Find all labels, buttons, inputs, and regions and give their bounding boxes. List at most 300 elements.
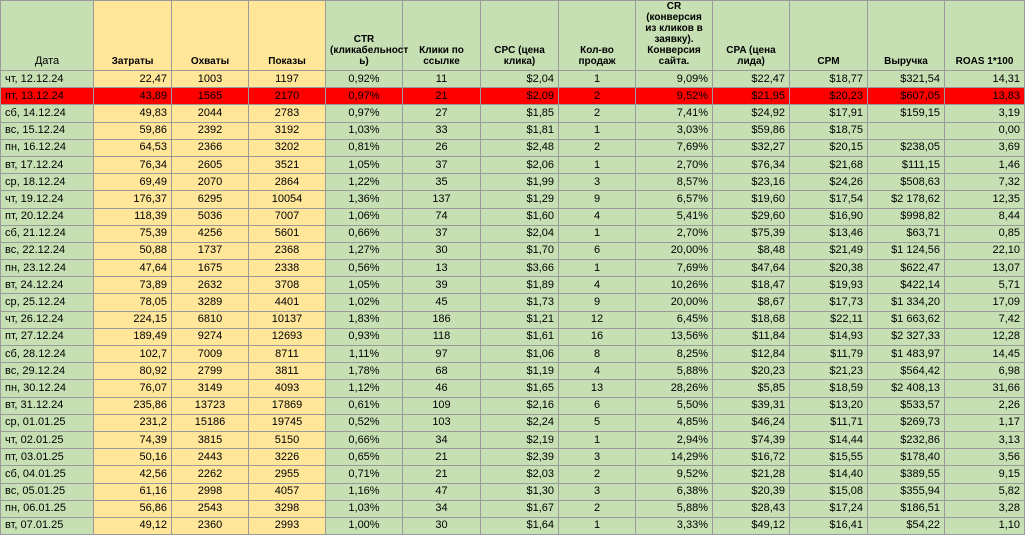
- cell-roas[interactable]: 14,31: [945, 71, 1025, 88]
- cell-cpa[interactable]: $28,43: [713, 500, 790, 517]
- cell-costs[interactable]: 189,49: [94, 328, 172, 345]
- cell-cpc[interactable]: $2,04: [481, 225, 559, 242]
- header-costs[interactable]: Затраты: [94, 1, 172, 71]
- cell-revenue[interactable]: $1 334,20: [868, 294, 945, 311]
- cell-clicks[interactable]: 30: [403, 242, 481, 259]
- header-reach[interactable]: Охваты: [172, 1, 249, 71]
- header-cpc[interactable]: CPC (цена клика): [481, 1, 559, 71]
- cell-cpm[interactable]: $18,75: [790, 122, 868, 139]
- cell-cpc[interactable]: $1,73: [481, 294, 559, 311]
- cell-roas[interactable]: 0,85: [945, 225, 1025, 242]
- cell-cr[interactable]: 3,03%: [636, 122, 713, 139]
- cell-impressions[interactable]: 2338: [249, 260, 326, 277]
- cell-revenue[interactable]: $2 408,13: [868, 380, 945, 397]
- cell-clicks[interactable]: 47: [403, 483, 481, 500]
- cell-ctr[interactable]: 0,81%: [326, 139, 403, 156]
- cell-reach[interactable]: 13723: [172, 397, 249, 414]
- cell-revenue[interactable]: $321,54: [868, 71, 945, 88]
- cell-clicks[interactable]: 34: [403, 500, 481, 517]
- cell-impressions[interactable]: 3192: [249, 122, 326, 139]
- cell-roas[interactable]: 12,28: [945, 328, 1025, 345]
- cell-date[interactable]: пт, 27.12.24: [1, 328, 94, 345]
- cell-impressions[interactable]: 17869: [249, 397, 326, 414]
- cell-reach[interactable]: 4256: [172, 225, 249, 242]
- cell-costs[interactable]: 76,07: [94, 380, 172, 397]
- cell-roas[interactable]: 13,07: [945, 260, 1025, 277]
- cell-revenue[interactable]: $607,05: [868, 88, 945, 105]
- cell-cpm[interactable]: $17,73: [790, 294, 868, 311]
- cell-clicks[interactable]: 26: [403, 139, 481, 156]
- cell-reach[interactable]: 2070: [172, 174, 249, 191]
- cell-sales[interactable]: 13: [559, 380, 636, 397]
- cell-cpc[interactable]: $2,39: [481, 449, 559, 466]
- cell-impressions[interactable]: 3226: [249, 449, 326, 466]
- cell-clicks[interactable]: 37: [403, 156, 481, 173]
- cell-clicks[interactable]: 34: [403, 431, 481, 448]
- cell-date[interactable]: вт, 17.12.24: [1, 156, 94, 173]
- cell-revenue[interactable]: $232,86: [868, 431, 945, 448]
- cell-costs[interactable]: 49,12: [94, 517, 172, 534]
- cell-sales[interactable]: 1: [559, 225, 636, 242]
- cell-cpm[interactable]: $13,46: [790, 225, 868, 242]
- cell-date[interactable]: ср, 18.12.24: [1, 174, 94, 191]
- cell-costs[interactable]: 42,56: [94, 466, 172, 483]
- cell-cpc[interactable]: $2,16: [481, 397, 559, 414]
- cell-impressions[interactable]: 10137: [249, 311, 326, 328]
- cell-impressions[interactable]: 3811: [249, 363, 326, 380]
- cell-impressions[interactable]: 3298: [249, 500, 326, 517]
- cell-roas[interactable]: 14,45: [945, 346, 1025, 363]
- cell-cpc[interactable]: $1,85: [481, 105, 559, 122]
- cell-cr[interactable]: 7,69%: [636, 139, 713, 156]
- cell-sales[interactable]: 6: [559, 397, 636, 414]
- cell-cpc[interactable]: $1,64: [481, 517, 559, 534]
- cell-cpm[interactable]: $14,44: [790, 431, 868, 448]
- header-impressions[interactable]: Показы: [249, 1, 326, 71]
- cell-cpc[interactable]: $2,03: [481, 466, 559, 483]
- cell-impressions[interactable]: 4093: [249, 380, 326, 397]
- cell-cpm[interactable]: $18,77: [790, 71, 868, 88]
- cell-impressions[interactable]: 3708: [249, 277, 326, 294]
- cell-costs[interactable]: 231,2: [94, 414, 172, 431]
- cell-cpm[interactable]: $22,11: [790, 311, 868, 328]
- cell-cpc[interactable]: $2,24: [481, 414, 559, 431]
- cell-clicks[interactable]: 109: [403, 397, 481, 414]
- cell-cpa[interactable]: $21,95: [713, 88, 790, 105]
- cell-costs[interactable]: 61,16: [94, 483, 172, 500]
- cell-cpc[interactable]: $1,21: [481, 311, 559, 328]
- cell-revenue[interactable]: $2 178,62: [868, 191, 945, 208]
- cell-cr[interactable]: 20,00%: [636, 242, 713, 259]
- header-cr[interactable]: CR (конверсия из кликов в заявку). Конверсия сайта.: [636, 1, 713, 71]
- cell-roas[interactable]: 31,66: [945, 380, 1025, 397]
- cell-cpm[interactable]: $16,90: [790, 208, 868, 225]
- cell-ctr[interactable]: 0,56%: [326, 260, 403, 277]
- cell-cr[interactable]: 6,45%: [636, 311, 713, 328]
- cell-cr[interactable]: 7,69%: [636, 260, 713, 277]
- cell-cr[interactable]: 2,70%: [636, 156, 713, 173]
- cell-sales[interactable]: 1: [559, 517, 636, 534]
- cell-roas[interactable]: 2,26: [945, 397, 1025, 414]
- cell-cpa[interactable]: $24,92: [713, 105, 790, 122]
- cell-revenue[interactable]: $533,57: [868, 397, 945, 414]
- cell-clicks[interactable]: 33: [403, 122, 481, 139]
- cell-impressions[interactable]: 2993: [249, 517, 326, 534]
- cell-cpm[interactable]: $11,71: [790, 414, 868, 431]
- cell-impressions[interactable]: 19745: [249, 414, 326, 431]
- header-clicks[interactable]: Клики по ссылке: [403, 1, 481, 71]
- cell-costs[interactable]: 50,88: [94, 242, 172, 259]
- cell-roas[interactable]: 8,44: [945, 208, 1025, 225]
- cell-ctr[interactable]: 1,03%: [326, 500, 403, 517]
- cell-cpa[interactable]: $39,31: [713, 397, 790, 414]
- cell-ctr[interactable]: 1,00%: [326, 517, 403, 534]
- cell-reach[interactable]: 9274: [172, 328, 249, 345]
- cell-date[interactable]: пт, 13.12.24: [1, 88, 94, 105]
- cell-sales[interactable]: 5: [559, 414, 636, 431]
- cell-clicks[interactable]: 137: [403, 191, 481, 208]
- cell-cpm[interactable]: $14,93: [790, 328, 868, 345]
- cell-cr[interactable]: 5,41%: [636, 208, 713, 225]
- header-roas[interactable]: ROAS 1*100: [945, 1, 1025, 71]
- cell-date[interactable]: сб, 14.12.24: [1, 105, 94, 122]
- cell-clicks[interactable]: 21: [403, 466, 481, 483]
- cell-roas[interactable]: 9,15: [945, 466, 1025, 483]
- cell-revenue[interactable]: $622,47: [868, 260, 945, 277]
- cell-reach[interactable]: 6295: [172, 191, 249, 208]
- header-date[interactable]: Дата: [1, 1, 94, 71]
- cell-reach[interactable]: 2262: [172, 466, 249, 483]
- cell-clicks[interactable]: 37: [403, 225, 481, 242]
- cell-impressions[interactable]: 3202: [249, 139, 326, 156]
- cell-cpm[interactable]: $14,40: [790, 466, 868, 483]
- cell-cr[interactable]: 5,88%: [636, 363, 713, 380]
- cell-clicks[interactable]: 35: [403, 174, 481, 191]
- cell-date[interactable]: чт, 26.12.24: [1, 311, 94, 328]
- cell-cr[interactable]: 9,52%: [636, 466, 713, 483]
- cell-cpa[interactable]: $75,39: [713, 225, 790, 242]
- cell-cr[interactable]: 13,56%: [636, 328, 713, 345]
- cell-cpc[interactable]: $1,67: [481, 500, 559, 517]
- cell-cpm[interactable]: $13,20: [790, 397, 868, 414]
- cell-ctr[interactable]: 0,66%: [326, 431, 403, 448]
- header-cpa[interactable]: CPA (цена лида): [713, 1, 790, 71]
- cell-sales[interactable]: 1: [559, 156, 636, 173]
- cell-cpa[interactable]: $11,84: [713, 328, 790, 345]
- cell-cr[interactable]: 6,38%: [636, 483, 713, 500]
- cell-date[interactable]: чт, 19.12.24: [1, 191, 94, 208]
- cell-sales[interactable]: 4: [559, 363, 636, 380]
- cell-sales[interactable]: 4: [559, 208, 636, 225]
- cell-cr[interactable]: 5,88%: [636, 500, 713, 517]
- cell-costs[interactable]: 224,15: [94, 311, 172, 328]
- cell-date[interactable]: ср, 25.12.24: [1, 294, 94, 311]
- cell-ctr[interactable]: 0,92%: [326, 71, 403, 88]
- cell-costs[interactable]: 235,86: [94, 397, 172, 414]
- cell-cpm[interactable]: $18,59: [790, 380, 868, 397]
- cell-costs[interactable]: 43,89: [94, 88, 172, 105]
- cell-cr[interactable]: 9,52%: [636, 88, 713, 105]
- cell-sales[interactable]: 3: [559, 449, 636, 466]
- cell-cpm[interactable]: $17,91: [790, 105, 868, 122]
- cell-revenue[interactable]: $269,73: [868, 414, 945, 431]
- cell-cpm[interactable]: $20,23: [790, 88, 868, 105]
- cell-impressions[interactable]: 2864: [249, 174, 326, 191]
- cell-sales[interactable]: 9: [559, 294, 636, 311]
- cell-reach[interactable]: 2392: [172, 122, 249, 139]
- cell-sales[interactable]: 6: [559, 242, 636, 259]
- cell-ctr[interactable]: 1,11%: [326, 346, 403, 363]
- cell-impressions[interactable]: 5601: [249, 225, 326, 242]
- cell-revenue[interactable]: $422,14: [868, 277, 945, 294]
- cell-cr[interactable]: 7,41%: [636, 105, 713, 122]
- cell-impressions[interactable]: 4401: [249, 294, 326, 311]
- cell-ctr[interactable]: 1,36%: [326, 191, 403, 208]
- cell-roas[interactable]: 3,69: [945, 139, 1025, 156]
- cell-date[interactable]: вт, 24.12.24: [1, 277, 94, 294]
- cell-cpc[interactable]: $2,06: [481, 156, 559, 173]
- cell-clicks[interactable]: 21: [403, 88, 481, 105]
- cell-cpc[interactable]: $1,06: [481, 346, 559, 363]
- cell-date[interactable]: вт, 07.01.25: [1, 517, 94, 534]
- cell-sales[interactable]: 2: [559, 500, 636, 517]
- cell-reach[interactable]: 2366: [172, 139, 249, 156]
- cell-impressions[interactable]: 5150: [249, 431, 326, 448]
- header-cpm[interactable]: CPM: [790, 1, 868, 71]
- cell-date[interactable]: сб, 21.12.24: [1, 225, 94, 242]
- cell-roas[interactable]: 0,00: [945, 122, 1025, 139]
- cell-ctr[interactable]: 1,83%: [326, 311, 403, 328]
- cell-ctr[interactable]: 1,05%: [326, 277, 403, 294]
- cell-cpm[interactable]: $15,55: [790, 449, 868, 466]
- cell-date[interactable]: пн, 16.12.24: [1, 139, 94, 156]
- cell-date[interactable]: вт, 31.12.24: [1, 397, 94, 414]
- cell-sales[interactable]: 1: [559, 431, 636, 448]
- cell-roas[interactable]: 22,10: [945, 242, 1025, 259]
- cell-reach[interactable]: 1565: [172, 88, 249, 105]
- cell-cpa[interactable]: $12,84: [713, 346, 790, 363]
- cell-revenue[interactable]: $2 327,33: [868, 328, 945, 345]
- cell-clicks[interactable]: 186: [403, 311, 481, 328]
- cell-cpa[interactable]: $22,47: [713, 71, 790, 88]
- cell-roas[interactable]: 3,28: [945, 500, 1025, 517]
- cell-reach[interactable]: 3149: [172, 380, 249, 397]
- cell-cpm[interactable]: $15,08: [790, 483, 868, 500]
- cell-cpc[interactable]: $1,30: [481, 483, 559, 500]
- cell-cpc[interactable]: $2,19: [481, 431, 559, 448]
- cell-reach[interactable]: 2044: [172, 105, 249, 122]
- cell-cpc[interactable]: $1,81: [481, 122, 559, 139]
- cell-cpm[interactable]: $21,23: [790, 363, 868, 380]
- cell-reach[interactable]: 3289: [172, 294, 249, 311]
- cell-roas[interactable]: 3,13: [945, 431, 1025, 448]
- cell-reach[interactable]: 1675: [172, 260, 249, 277]
- cell-cr[interactable]: 20,00%: [636, 294, 713, 311]
- cell-cpa[interactable]: $46,24: [713, 414, 790, 431]
- cell-cr[interactable]: 9,09%: [636, 71, 713, 88]
- cell-reach[interactable]: 5036: [172, 208, 249, 225]
- cell-roas[interactable]: 12,35: [945, 191, 1025, 208]
- cell-date[interactable]: ср, 01.01.25: [1, 414, 94, 431]
- cell-ctr[interactable]: 1,22%: [326, 174, 403, 191]
- cell-reach[interactable]: 2443: [172, 449, 249, 466]
- cell-costs[interactable]: 22,47: [94, 71, 172, 88]
- cell-impressions[interactable]: 2368: [249, 242, 326, 259]
- cell-ctr[interactable]: 1,78%: [326, 363, 403, 380]
- cell-reach[interactable]: 2543: [172, 500, 249, 517]
- cell-cpa[interactable]: $49,12: [713, 517, 790, 534]
- cell-cpm[interactable]: $24,26: [790, 174, 868, 191]
- cell-roas[interactable]: 3,56: [945, 449, 1025, 466]
- cell-sales[interactable]: 9: [559, 191, 636, 208]
- cell-revenue[interactable]: [868, 122, 945, 139]
- cell-cr[interactable]: 10,26%: [636, 277, 713, 294]
- cell-cpa[interactable]: $23,16: [713, 174, 790, 191]
- cell-ctr[interactable]: 0,65%: [326, 449, 403, 466]
- cell-costs[interactable]: 73,89: [94, 277, 172, 294]
- cell-sales[interactable]: 1: [559, 71, 636, 88]
- cell-date[interactable]: вс, 05.01.25: [1, 483, 94, 500]
- header-revenue[interactable]: Выручка: [868, 1, 945, 71]
- cell-impressions[interactable]: 2783: [249, 105, 326, 122]
- cell-clicks[interactable]: 103: [403, 414, 481, 431]
- cell-cr[interactable]: 8,57%: [636, 174, 713, 191]
- cell-costs[interactable]: 76,34: [94, 156, 172, 173]
- cell-costs[interactable]: 102,7: [94, 346, 172, 363]
- cell-reach[interactable]: 2799: [172, 363, 249, 380]
- cell-costs[interactable]: 47,64: [94, 260, 172, 277]
- cell-revenue[interactable]: $238,05: [868, 139, 945, 156]
- cell-costs[interactable]: 176,37: [94, 191, 172, 208]
- cell-revenue[interactable]: $564,42: [868, 363, 945, 380]
- cell-cpm[interactable]: $17,24: [790, 500, 868, 517]
- cell-ctr[interactable]: 0,61%: [326, 397, 403, 414]
- cell-sales[interactable]: 2: [559, 105, 636, 122]
- cell-cpc[interactable]: $2,04: [481, 71, 559, 88]
- cell-costs[interactable]: 49,83: [94, 105, 172, 122]
- cell-clicks[interactable]: 13: [403, 260, 481, 277]
- cell-cpm[interactable]: $11,79: [790, 346, 868, 363]
- cell-date[interactable]: чт, 12.12.24: [1, 71, 94, 88]
- header-ctr[interactable]: CTR (кликабельност ь): [326, 1, 403, 71]
- cell-clicks[interactable]: 21: [403, 449, 481, 466]
- cell-cr[interactable]: 3,33%: [636, 517, 713, 534]
- cell-clicks[interactable]: 46: [403, 380, 481, 397]
- cell-cpc[interactable]: $1,29: [481, 191, 559, 208]
- cell-impressions[interactable]: 4057: [249, 483, 326, 500]
- cell-cr[interactable]: 14,29%: [636, 449, 713, 466]
- cell-reach[interactable]: 2998: [172, 483, 249, 500]
- cell-roas[interactable]: 17,09: [945, 294, 1025, 311]
- cell-impressions[interactable]: 12693: [249, 328, 326, 345]
- cell-cpa[interactable]: $18,68: [713, 311, 790, 328]
- cell-roas[interactable]: 6,98: [945, 363, 1025, 380]
- cell-clicks[interactable]: 68: [403, 363, 481, 380]
- cell-costs[interactable]: 50,16: [94, 449, 172, 466]
- cell-sales[interactable]: 2: [559, 139, 636, 156]
- cell-sales[interactable]: 16: [559, 328, 636, 345]
- cell-impressions[interactable]: 2955: [249, 466, 326, 483]
- cell-sales[interactable]: 4: [559, 277, 636, 294]
- cell-date[interactable]: сб, 04.01.25: [1, 466, 94, 483]
- cell-impressions[interactable]: 1197: [249, 71, 326, 88]
- cell-clicks[interactable]: 74: [403, 208, 481, 225]
- cell-cpa[interactable]: $5,85: [713, 380, 790, 397]
- cell-cpm[interactable]: $20,15: [790, 139, 868, 156]
- cell-reach[interactable]: 1003: [172, 71, 249, 88]
- cell-cpa[interactable]: $59,86: [713, 122, 790, 139]
- cell-cpm[interactable]: $21,68: [790, 156, 868, 173]
- cell-ctr[interactable]: 1,12%: [326, 380, 403, 397]
- cell-clicks[interactable]: 118: [403, 328, 481, 345]
- cell-cpa[interactable]: $32,27: [713, 139, 790, 156]
- cell-costs[interactable]: 118,39: [94, 208, 172, 225]
- cell-sales[interactable]: 1: [559, 260, 636, 277]
- cell-clicks[interactable]: 30: [403, 517, 481, 534]
- cell-clicks[interactable]: 45: [403, 294, 481, 311]
- cell-ctr[interactable]: 1,27%: [326, 242, 403, 259]
- cell-cr[interactable]: 2,94%: [636, 431, 713, 448]
- cell-clicks[interactable]: 97: [403, 346, 481, 363]
- cell-ctr[interactable]: 0,71%: [326, 466, 403, 483]
- cell-date[interactable]: пн, 30.12.24: [1, 380, 94, 397]
- cell-roas[interactable]: 7,42: [945, 311, 1025, 328]
- cell-cpm[interactable]: $19,93: [790, 277, 868, 294]
- cell-costs[interactable]: 78,05: [94, 294, 172, 311]
- cell-revenue[interactable]: $63,71: [868, 225, 945, 242]
- cell-costs[interactable]: 59,86: [94, 122, 172, 139]
- cell-ctr[interactable]: 0,66%: [326, 225, 403, 242]
- cell-cr[interactable]: 4,85%: [636, 414, 713, 431]
- cell-ctr[interactable]: 1,02%: [326, 294, 403, 311]
- cell-ctr[interactable]: 0,97%: [326, 105, 403, 122]
- cell-cpa[interactable]: $21,28: [713, 466, 790, 483]
- cell-sales[interactable]: 2: [559, 88, 636, 105]
- cell-cpa[interactable]: $47,64: [713, 260, 790, 277]
- cell-cpc[interactable]: $3,66: [481, 260, 559, 277]
- cell-date[interactable]: вс, 29.12.24: [1, 363, 94, 380]
- cell-costs[interactable]: 74,39: [94, 431, 172, 448]
- cell-revenue[interactable]: $159,15: [868, 105, 945, 122]
- cell-costs[interactable]: 64,53: [94, 139, 172, 156]
- cell-ctr[interactable]: 1,03%: [326, 122, 403, 139]
- cell-roas[interactable]: 3,19: [945, 105, 1025, 122]
- cell-cpm[interactable]: $21,49: [790, 242, 868, 259]
- cell-impressions[interactable]: 10054: [249, 191, 326, 208]
- cell-sales[interactable]: 1: [559, 122, 636, 139]
- cell-impressions[interactable]: 7007: [249, 208, 326, 225]
- cell-costs[interactable]: 69,49: [94, 174, 172, 191]
- cell-date[interactable]: вс, 22.12.24: [1, 242, 94, 259]
- cell-sales[interactable]: 8: [559, 346, 636, 363]
- cell-date[interactable]: пн, 06.01.25: [1, 500, 94, 517]
- cell-date[interactable]: пн, 23.12.24: [1, 260, 94, 277]
- cell-revenue[interactable]: $54,22: [868, 517, 945, 534]
- cell-cpa[interactable]: $74,39: [713, 431, 790, 448]
- cell-cpa[interactable]: $20,23: [713, 363, 790, 380]
- cell-sales[interactable]: 3: [559, 483, 636, 500]
- cell-costs[interactable]: 56,86: [94, 500, 172, 517]
- cell-cpc[interactable]: $1,65: [481, 380, 559, 397]
- cell-clicks[interactable]: 11: [403, 71, 481, 88]
- cell-revenue[interactable]: $1 483,97: [868, 346, 945, 363]
- cell-roas[interactable]: 1,10: [945, 517, 1025, 534]
- cell-sales[interactable]: 12: [559, 311, 636, 328]
- cell-reach[interactable]: 2632: [172, 277, 249, 294]
- cell-cpa[interactable]: $20,39: [713, 483, 790, 500]
- cell-reach[interactable]: 1737: [172, 242, 249, 259]
- cell-sales[interactable]: 2: [559, 466, 636, 483]
